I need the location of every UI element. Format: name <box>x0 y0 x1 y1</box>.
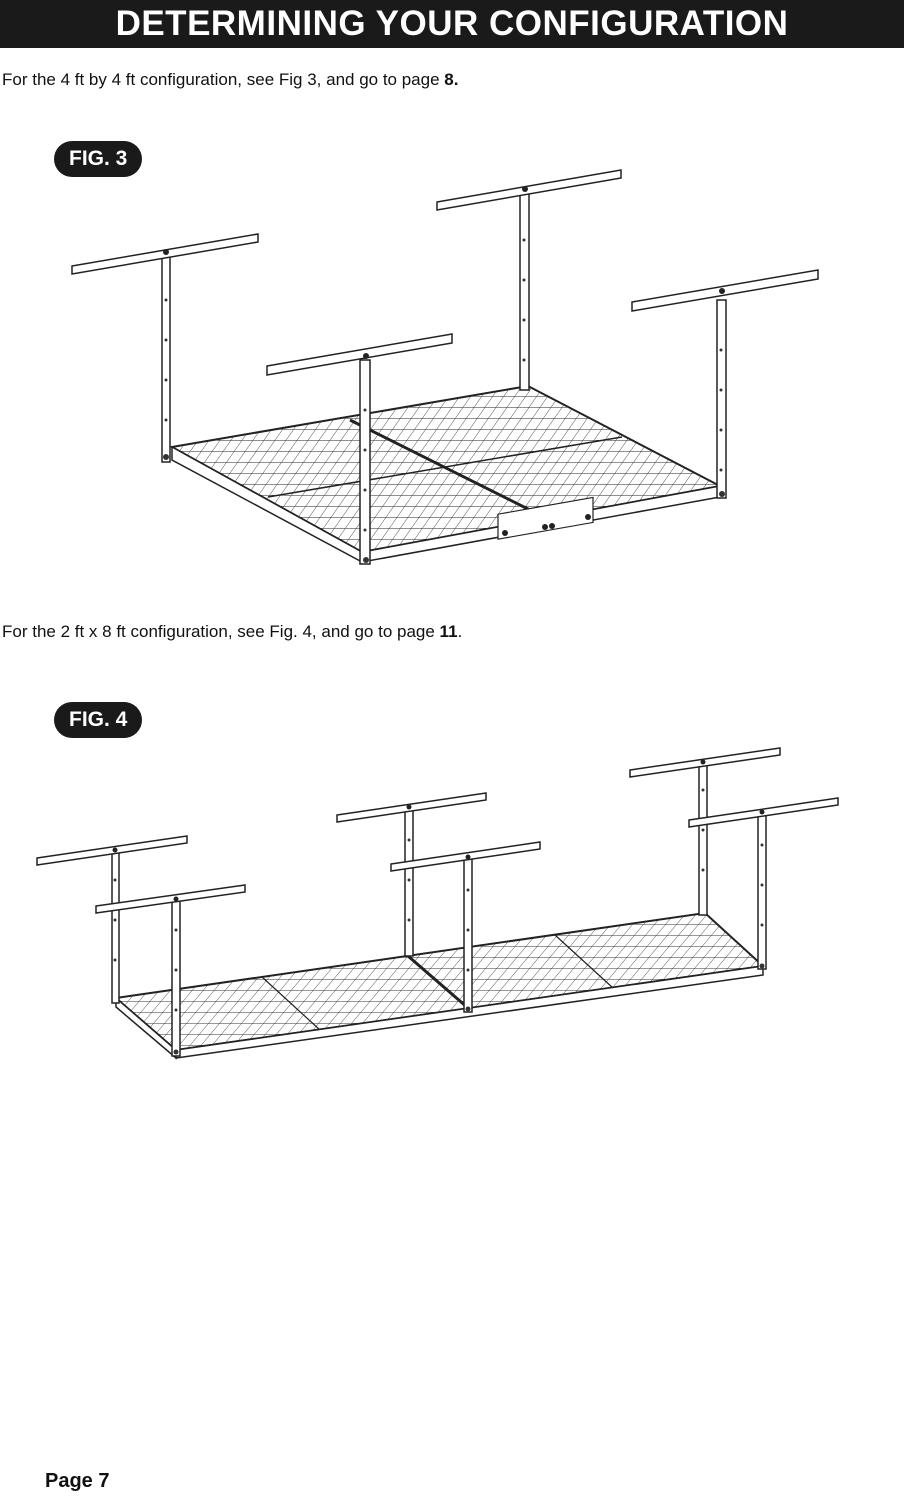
config-4x4-page-ref: 8. <box>444 70 459 89</box>
page-number: Page 7 <box>45 1470 110 1492</box>
config-2x8-page-ref: 11 <box>439 622 458 641</box>
page-header <box>0 0 904 48</box>
config-4x4-text: For the 4 ft by 4 ft configuration, see Fig 3, and go to page <box>2 70 445 89</box>
config-2x8-text: For the 2 ft x 8 ft configuration, see Fig. 4, and go to page <box>2 622 440 641</box>
config-4x4-instruction <box>2 70 458 90</box>
fig3-label: FIG. 3 <box>54 141 142 177</box>
fig4-illustration <box>0 740 904 1070</box>
fig3-ceiling-brackets <box>72 170 818 375</box>
config-2x8-instruction <box>2 622 462 642</box>
page-title: DETERMINING YOUR CONFIGURATION <box>115 4 789 43</box>
fig4-ceiling-brackets <box>37 748 838 913</box>
config-2x8-suffix: . <box>457 622 463 641</box>
fig4-label: FIG. 4 <box>54 702 142 738</box>
fig3-illustration <box>0 160 904 580</box>
